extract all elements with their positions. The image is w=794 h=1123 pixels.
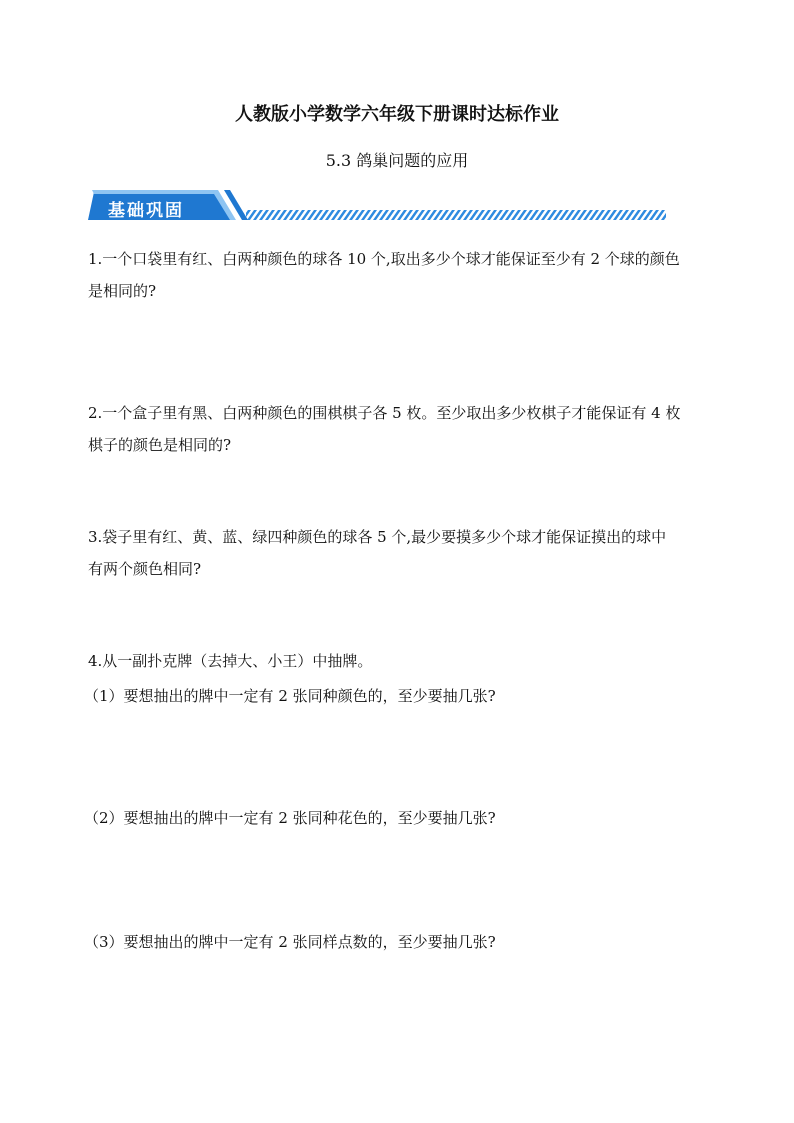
subquestion-3: （3）要想抽出的牌中一定有 2 张同样点数的，至少要抽几张? <box>84 933 496 951</box>
question-3-line-2: 有两个颜色相同? <box>88 560 202 578</box>
question-2 <box>88 397 708 461</box>
section-banner <box>88 190 688 224</box>
document-title: 人教版小学数学六年级下册课时达标作业 <box>235 104 559 125</box>
question-4 <box>88 645 708 677</box>
question-2-line-2: 棋子的颜色是相同的? <box>88 436 232 454</box>
question-1 <box>88 243 708 307</box>
subquestion-2: （2）要想抽出的牌中一定有 2 张同种花色的，至少要抽几张? <box>84 809 496 827</box>
question-3-line-1: 3.袋子里有红、黄、蓝、绿四种颜色的球各 5 个,最少要摸多少个球才能保证摸出的球中 <box>88 528 667 546</box>
question-1-line-1: 1.一个口袋里有红、白两种颜色的球各 10 个,取出多少个球才能保证至少有 2 个球的颜色 <box>88 250 680 268</box>
question-4-line-1: 4.从一副扑克牌（去掉大、小王）中抽牌。 <box>88 652 373 670</box>
question-1-line-2: 是相同的? <box>88 282 157 300</box>
lesson-subtitle: 5.3 鸽巢问题的应用 <box>325 151 469 170</box>
question-2-line-1: 2.一个盒子里有黑、白两种颜色的围棋棋子各 5 枚。至少取出多少枚棋子才能保证有 4 枚 <box>88 404 681 422</box>
section-label: 基础巩固 <box>108 201 184 221</box>
question-3 <box>88 521 708 585</box>
subquestion-1: （1）要想抽出的牌中一定有 2 张同种颜色的，至少要抽几张? <box>84 687 496 705</box>
